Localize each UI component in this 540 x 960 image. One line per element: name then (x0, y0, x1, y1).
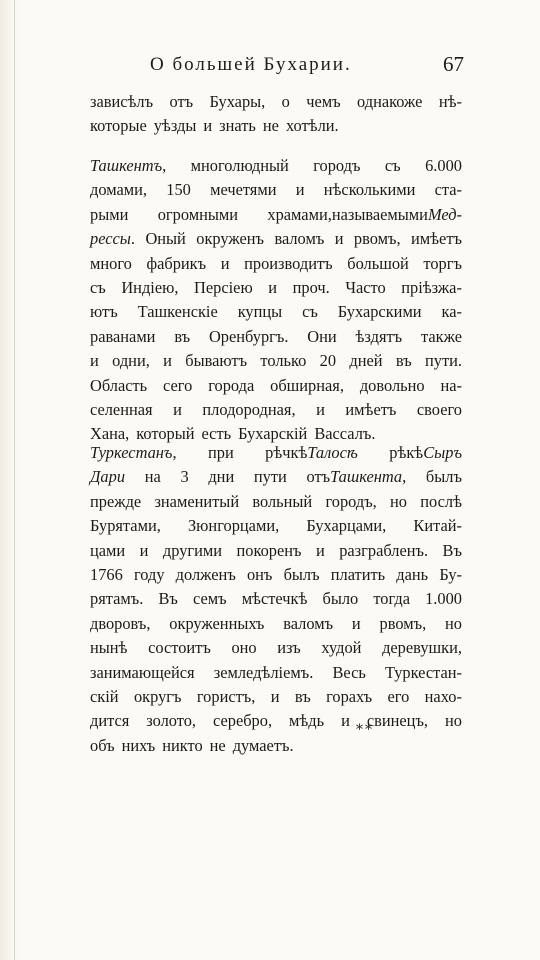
word: нѣсколькими (323, 180, 416, 200)
text-line (90, 398, 462, 422)
word: Ташкенскіе (137, 302, 218, 322)
word: но (445, 711, 462, 731)
text-line (90, 276, 462, 300)
word: много (90, 253, 132, 273)
word: также (420, 326, 462, 346)
word: долженъ (175, 564, 236, 584)
word: мѣдь (289, 711, 325, 731)
text-line (90, 539, 462, 563)
text-line (90, 325, 462, 349)
word: дворовъ, (90, 613, 151, 633)
word: и (173, 399, 182, 419)
word: и (203, 116, 213, 136)
text-line (90, 734, 462, 758)
word: и (163, 351, 172, 371)
word: никто (162, 735, 203, 755)
word: имѣетъ (411, 229, 462, 249)
word: о (281, 92, 290, 111)
word: 1766 (90, 564, 123, 584)
word: есть (201, 424, 232, 444)
word: только (260, 351, 307, 371)
word: цами (90, 540, 126, 560)
word: и (268, 277, 278, 297)
word: рвомъ, (353, 229, 401, 249)
word: занимающейся (90, 662, 195, 682)
section-ornament: ** (356, 722, 374, 738)
word: Вассалъ. (314, 424, 376, 444)
word: проч. (292, 277, 330, 297)
word: Бухарскій (238, 424, 308, 444)
word: состоитъ (148, 638, 211, 658)
word: округъ (133, 686, 182, 706)
word: бываютъ (185, 351, 248, 371)
word: и (220, 253, 230, 273)
word: другими (162, 540, 223, 560)
word: съ (302, 302, 318, 322)
word: обширная, (270, 375, 344, 395)
word: съ (384, 156, 401, 175)
word: на (144, 467, 161, 487)
word: и (351, 613, 361, 633)
word: имѣетъ (345, 399, 397, 419)
word: знаменитый (154, 491, 240, 511)
word: нѣ- (438, 92, 462, 111)
word: рыми (90, 204, 129, 224)
word: ста- (434, 180, 462, 200)
word: валомъ (274, 229, 325, 249)
word: изъ (277, 638, 301, 658)
word: худой (321, 638, 362, 658)
word: на- (440, 375, 462, 395)
word: пути (253, 467, 287, 487)
text-line (90, 587, 462, 611)
word: торгъ (423, 253, 462, 273)
word: и (315, 540, 325, 560)
text-line (90, 300, 462, 324)
word: серебро, (213, 711, 273, 731)
word: былъ (283, 564, 320, 584)
word: Въ (158, 589, 178, 609)
text-line (90, 203, 462, 227)
word: при (207, 443, 234, 462)
text-line (90, 252, 462, 276)
gutter-line (14, 0, 15, 960)
word: разграбленъ. (339, 540, 429, 560)
word: и (139, 540, 149, 560)
word: 3 (180, 467, 189, 487)
word: ка- (441, 302, 462, 322)
word: покоренъ (236, 540, 302, 560)
word: и (334, 229, 344, 249)
word: думаетъ. (232, 735, 294, 755)
text-line (90, 374, 462, 398)
word: купцы (237, 302, 283, 322)
text-line (90, 90, 462, 114)
word: городъ (313, 156, 361, 175)
word: въ (294, 686, 311, 706)
word: не (209, 735, 226, 755)
word: гористъ, (196, 686, 256, 706)
word: деревушки, (382, 638, 462, 658)
text-line (90, 563, 462, 587)
text-line (90, 490, 462, 514)
text-line (90, 154, 462, 178)
word: но (390, 491, 407, 511)
word: огромными (157, 204, 239, 224)
word: въ (174, 326, 191, 346)
text-line (90, 227, 462, 251)
word: валомъ (283, 613, 334, 633)
page-header (92, 54, 464, 80)
word: Бухарцами, (306, 516, 387, 536)
word: было (322, 589, 359, 609)
word: тогда (373, 589, 410, 609)
word: дней (349, 351, 383, 371)
word: не (262, 116, 279, 136)
word: пріѣзжа- (401, 277, 462, 297)
word: Область (90, 375, 148, 395)
word: онъ (246, 564, 273, 584)
word: Туркестан- (385, 662, 462, 682)
word: и (341, 711, 350, 731)
word: рвомъ, (379, 613, 427, 633)
page-number: 67 (443, 52, 464, 76)
word: храмами,называемымиМед- (267, 204, 462, 224)
text-line (90, 636, 462, 660)
word: окруженъ (196, 229, 265, 249)
word: земледѣліемъ. (213, 662, 314, 682)
word: съ (90, 277, 106, 297)
word: пути. (425, 351, 462, 371)
word: 20 (319, 351, 337, 371)
page-gutter (0, 0, 22, 960)
word: оно (231, 638, 257, 658)
paragraph-continuation (90, 90, 462, 139)
word: но (445, 613, 462, 633)
word: который (136, 424, 195, 444)
word: прежде (90, 491, 142, 511)
word: фабрикъ (146, 253, 207, 273)
word: домами, (90, 180, 147, 200)
text-line (90, 661, 462, 685)
text-line (90, 114, 462, 138)
word: дань (396, 564, 429, 584)
word: 1.000 (425, 589, 462, 609)
word: своего (416, 399, 462, 419)
word: чемъ (306, 92, 341, 111)
word: которые (90, 116, 147, 136)
word: Туркестанъ, (90, 443, 177, 462)
word: города (208, 375, 255, 395)
word: горахъ (326, 686, 373, 706)
word: отъТашкента, (306, 467, 407, 487)
text-line (90, 685, 462, 709)
word: Дари (90, 467, 126, 487)
word: селенная (90, 399, 153, 419)
word: и (270, 686, 280, 706)
word: ютъ (90, 302, 118, 322)
word: золото, (146, 711, 197, 731)
word: производитъ (244, 253, 333, 273)
word: Индіею, (121, 277, 179, 297)
text-line (90, 709, 462, 733)
word: и (90, 351, 99, 371)
text-line (90, 349, 462, 373)
word: объ (90, 735, 115, 755)
word: Часто (345, 277, 386, 297)
word: Хана, (90, 424, 130, 444)
word: Они (307, 326, 337, 346)
word: Персіею (194, 277, 253, 297)
word: Бу- (439, 564, 462, 584)
word: многолюдный (190, 156, 289, 175)
word: и (316, 399, 325, 419)
word: дни (208, 467, 235, 487)
word: Въ (442, 540, 462, 560)
word: Весь (332, 662, 366, 682)
word: въ (395, 351, 412, 371)
word: однакоже (357, 92, 423, 111)
text-line (90, 612, 462, 636)
word: раванами (90, 326, 156, 346)
word: ѣздятъ (355, 326, 403, 346)
word: Бурятами, (90, 516, 161, 536)
word: нынѣ (90, 638, 128, 658)
word: мѣстечкѣ (241, 589, 308, 609)
word: рессы. (90, 229, 136, 249)
running-title: О большей Бухарии. (150, 54, 352, 75)
word: рятамъ. (90, 589, 144, 609)
word: послѣ (420, 491, 462, 511)
word: свинецъ, (366, 711, 429, 731)
paragraph-tashkent (90, 154, 462, 447)
word: платить (330, 564, 386, 584)
word: сего (163, 375, 193, 395)
word: рѣкѣСыръ (389, 443, 462, 462)
word: Бухарскими (337, 302, 422, 322)
word: Китай- (413, 516, 462, 536)
word: 150 (166, 180, 191, 200)
word: семъ (192, 589, 227, 609)
word: хотѣли. (285, 116, 339, 136)
word: Оренбургъ. (208, 326, 289, 346)
word: Ташкентъ, (90, 156, 167, 175)
word: нахо- (424, 686, 462, 706)
word: плодородная, (202, 399, 296, 419)
text-line (90, 178, 462, 202)
word: рѣчкѣТалосѣ (265, 443, 358, 462)
word: 6.000 (425, 156, 462, 175)
word: большой (347, 253, 409, 273)
word: зависѣлъ (90, 92, 154, 111)
word: уѣзды (153, 116, 197, 136)
word: нихъ (121, 735, 156, 755)
text-line (90, 465, 462, 489)
word: дится (90, 711, 130, 731)
word: отъ (169, 92, 194, 111)
text-line (90, 441, 462, 465)
word: году (133, 564, 165, 584)
word: вольный (252, 491, 313, 511)
text-line (90, 514, 462, 538)
word: одни, (112, 351, 150, 371)
word: его (387, 686, 410, 706)
word: Оный (145, 229, 186, 249)
word: и (295, 180, 305, 200)
word: знать (219, 116, 256, 136)
word: Бухары, (209, 92, 266, 111)
word: былъ (425, 467, 462, 487)
word: городъ, (325, 491, 377, 511)
word: мечетями (210, 180, 277, 200)
word: Зюнгорцами, (187, 516, 280, 536)
word: довольно (359, 375, 425, 395)
paragraph-turkestan (90, 441, 462, 758)
word: скій (90, 686, 119, 706)
word: окруженныхъ (169, 613, 265, 633)
